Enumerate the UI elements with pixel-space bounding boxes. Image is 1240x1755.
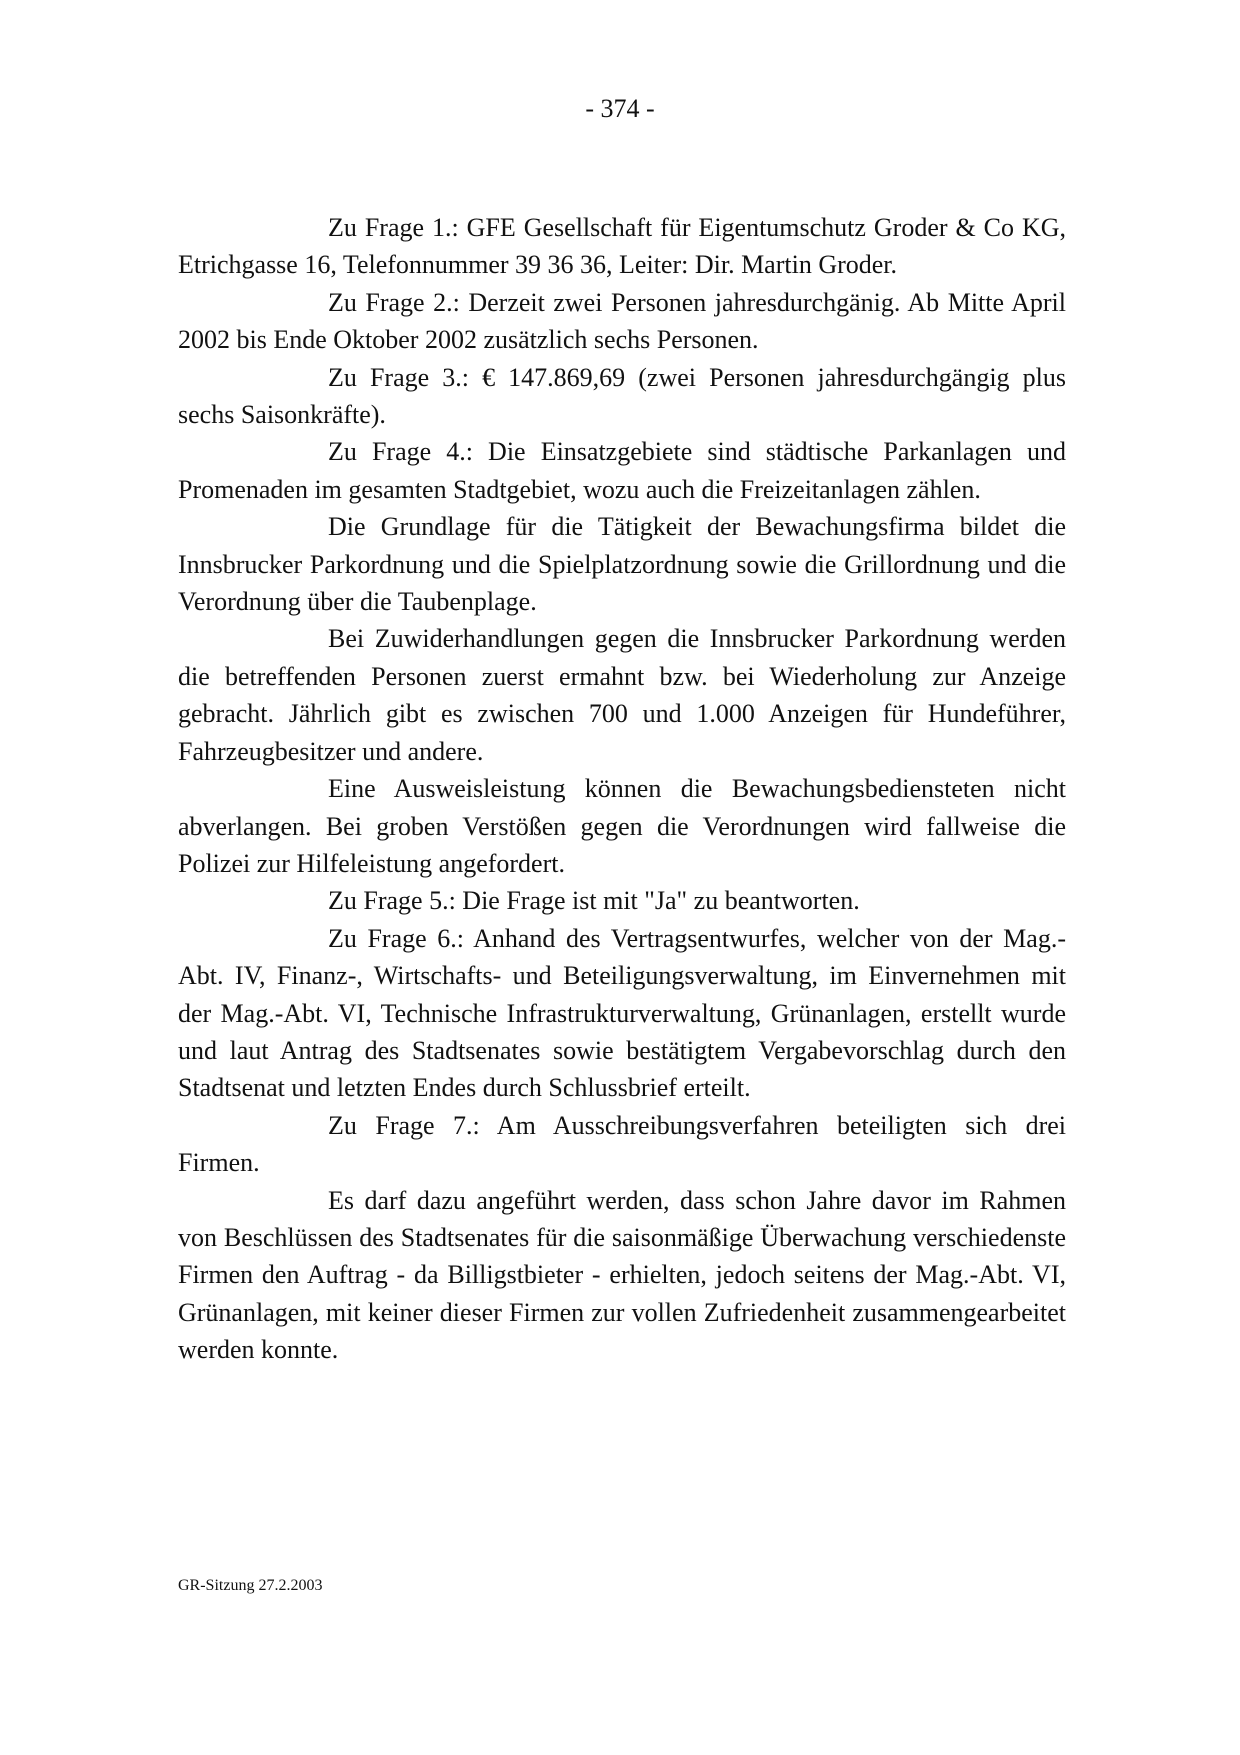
paragraph-answer-3: Zu Frage 3.: € 147.869,69 (zwei Personen jahresdurchgängig plus sechs Saisonkräfte). xyxy=(178,362,1066,430)
document-body xyxy=(178,209,1066,1369)
paragraph-history: Es darf dazu angeführt werden, dass schon Jahre davor im Rahmen von Beschlüssen des Stadtsenates für die saisonmäßige Überwachung verschiedenste Firmen den Auftrag - da Billigstbieter - erhielten, jedoch seitens der Mag.-Abt. VI, Grünanlagen, mit keiner dieser Firmen zur vollen Zufriedenheit zusammengearbeitet werden konnte. xyxy=(178,1185,1066,1365)
paragraph-answer-5: Zu Frage 5.: Die Frage ist mit "Ja" zu beantworten. xyxy=(328,886,860,916)
paragraph-answer-6: Zu Frage 6.: Anhand des Vertragsentwurfes, welcher von der Mag.-Abt. IV, Finanz-, Wirtschafts- und Beteiligungsverwaltung, im Einvernehmen mit der Mag.-Abt. VI, Technische Infrastrukturverwaltung, Grünanlagen, erstellt wurde und laut Antrag des Stadtsenates sowie bestätigtem Vergabevorschlag durch den Stadtsenat und letzten Endes durch Schlussbrief erteilt. xyxy=(178,923,1066,1103)
paragraph-legal-basis: Die Grundlage für die Tätigkeit der Bewachungsfirma bildet die Innsbrucker Parkordnung und die Spielplatzordnung sowie die Grillordnung und die Verordnung über die Taubenplage. xyxy=(178,512,1066,617)
footer-session-date: GR-Sitzung 27.2.2003 xyxy=(178,1577,323,1594)
paragraph-violations: Bei Zuwiderhandlungen gegen die Innsbrucker Parkordnung werden die betreffenden Personen zuerst ermahnt bzw. bei Wiederholung zur Anzeige gebracht. Jährlich gibt es zwischen 700 und 1.000 Anzeigen für Hundeführer, Fahrzeugbesitzer und andere. xyxy=(178,624,1066,766)
page-number: - 374 - xyxy=(585,94,655,123)
paragraph-answer-7: Zu Frage 7.: Am Ausschreibungsverfahren beteiligten sich drei Firmen. xyxy=(178,1110,1066,1178)
paragraph-answer-1: Zu Frage 1.: GFE Gesellschaft für Eigentumschutz Groder & Co KG, Etrichgasse 16, Telefonnummer 39 36 36, Leiter: Dir. Martin Groder. xyxy=(178,213,1066,280)
paragraph-identification: Eine Ausweisleistung können die Bewachungsbediensteten nicht abverlangen. Bei groben Verstößen gegen die Verordnungen wird fallweise die Polizei zur Hilfeleistung angefordert. xyxy=(178,774,1066,878)
paragraph-answer-4: Zu Frage 4.: Die Einsatzgebiete sind städtische Parkanlagen und Promenaden im gesamten Stadtgebiet, wozu auch die Freizeitanlagen zählen. xyxy=(178,437,1066,504)
paragraph-answer-2: Zu Frage 2.: Derzeit zwei Personen jahresdurchgänig. Ab Mitte April 2002 bis Ende Oktober 2002 zusätzlich sechs Personen. xyxy=(178,287,1066,355)
